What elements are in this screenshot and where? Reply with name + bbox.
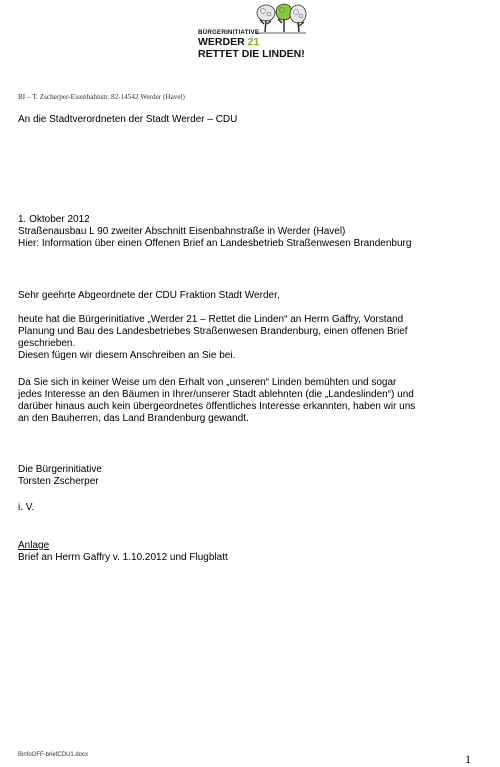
paragraph1-line-2: Planung und Bau des Landesbetriebes Straßenwesen Brandenburg, einen offenen Brief [18, 326, 408, 337]
paragraph1-line-4: Diesen fügen wir diesem Anschreiben an Sie bei. [18, 350, 236, 361]
logo [198, 2, 310, 62]
anlage-text: Brief an Herrn Gaffry v. 1.10.2012 und Flugblatt [18, 552, 228, 563]
paragraph1-line-3: geschrieben. [18, 338, 76, 349]
subject-line-2: Hier: Information über einen Offenen Brief an Landesbetrieb Straßenwesen Brandenburg [18, 238, 412, 249]
page-number: 1 [465, 752, 471, 766]
sender-line: BI – T. Zscherper-Eisenbahnstr. 82-14542 Werder (Havel) [18, 93, 185, 101]
paragraph2-line-3: darüber hinaus auch kein übergeordnetes öffentliches Interesse erkannten, haben wir uns [18, 401, 416, 412]
paragraph1-line-1: heute hat die Bürgerinitiative „Werder 21 – Rettet die Linden“ an Herrn Gaffry, Vorstand [18, 314, 404, 325]
logo-werder-word: WERDER [198, 36, 245, 48]
recipient: An die Stadtverordneten der Stadt Werder – CDU [18, 114, 238, 125]
date: 1. Oktober 2012 [18, 214, 90, 225]
salutation: Sehr geehrte Abgeordnete der CDU Fraktion Stadt Werder, [18, 290, 280, 301]
subject-line-1: Straßenausbau L 90 zweiter Abschnitt Eisenbahnstraße in Werder (Havel) [18, 226, 346, 237]
paragraph2-line-4: an den Bauherren, das Land Brandenburg gewandt. [18, 413, 249, 424]
paragraph2-line-1: Da Sie sich in keiner Weise um den Erhalt von „unseren“ Linden bemühten und sogar [18, 377, 397, 388]
footer-filename: BinfoOFF-briefCDU1.docx [18, 752, 89, 758]
logo-line-slogan: RETTET DIE LINDEN! [198, 48, 305, 60]
linden-trees-logo-icon [252, 2, 308, 36]
signature-iv: i. V. [18, 502, 35, 513]
paragraph2-line-2: jedes Interesse an den Bäumen in Ihrer/unserer Stadt ablehnten (die „Landeslinden“) und [18, 389, 414, 400]
logo-line-initiative: BÜRGERINITIATIVE [198, 29, 260, 36]
logo-werder-number: 21 [247, 36, 260, 48]
signature-organization: Die Bürgerinitiative [18, 464, 102, 475]
signature-name: Torsten Zscherper [18, 476, 99, 487]
logo-line-werder [198, 36, 259, 48]
anlage-label: Anlage [18, 540, 50, 551]
